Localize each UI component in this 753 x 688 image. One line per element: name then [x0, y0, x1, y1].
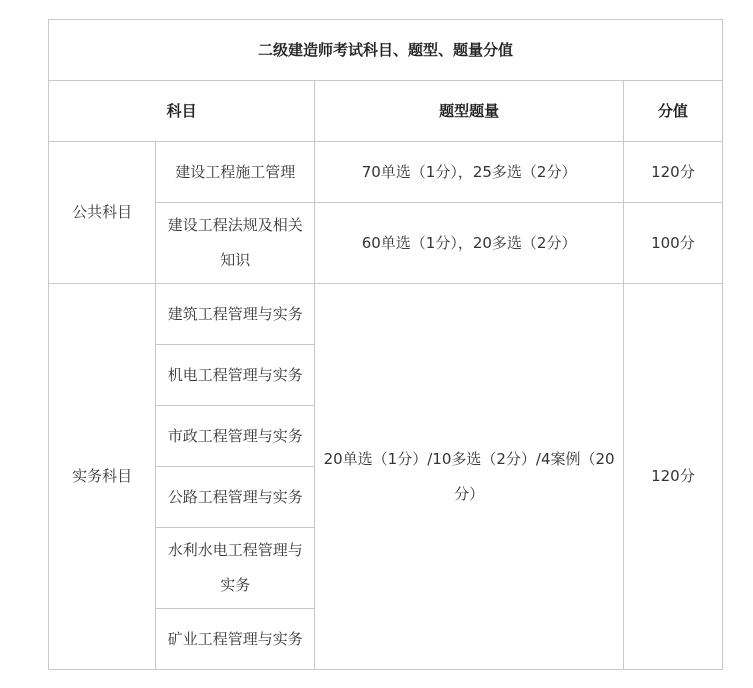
table-title: 二级建造师考试科目、题型、题量分值 — [49, 20, 723, 81]
category-practice: 实务科目 — [49, 284, 156, 670]
header-score: 分值 — [623, 81, 722, 142]
question-type-cell: 60单选（1分），20多选（2分） — [315, 203, 623, 284]
subject-cell: 市政工程管理与实务 — [156, 406, 315, 467]
category-public: 公共科目 — [49, 142, 156, 284]
subject-cell: 水利水电工程管理与实务 — [156, 528, 315, 609]
subject-cell: 建筑工程管理与实务 — [156, 284, 315, 345]
header-subject: 科目 — [49, 81, 315, 142]
score-cell: 100分 — [623, 203, 722, 284]
question-type-cell: 70单选（1分），25多选（2分） — [315, 142, 623, 203]
score-cell: 120分 — [623, 284, 722, 670]
header-row — [49, 81, 723, 142]
subject-cell: 机电工程管理与实务 — [156, 345, 315, 406]
subject-cell: 建设工程施工管理 — [156, 142, 315, 203]
exam-subjects-table — [48, 19, 723, 670]
header-question-type: 题型题量 — [315, 81, 623, 142]
subject-cell: 公路工程管理与实务 — [156, 467, 315, 528]
table-row — [49, 284, 723, 345]
subject-cell: 矿业工程管理与实务 — [156, 609, 315, 670]
question-type-cell: 20单选（1分）/10多选（2分）/4案例（20分） — [315, 284, 623, 670]
title-row — [49, 20, 723, 81]
table-row — [49, 142, 723, 203]
score-cell: 120分 — [623, 142, 722, 203]
subject-cell: 建设工程法规及相关知识 — [156, 203, 315, 284]
